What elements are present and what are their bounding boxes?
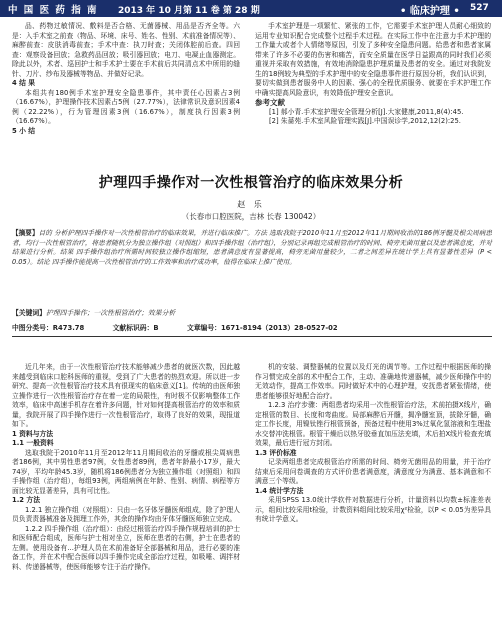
clc-number: 中图分类号：R473.78 xyxy=(12,324,85,332)
journal-name: 中 国 医 药 指 南 xyxy=(8,5,99,16)
keywords-text: 护理四手操作；一次性根管治疗；效果分析 xyxy=(45,309,176,317)
issue-info: 2013 年 10 月第 11 卷 第 28 期 xyxy=(118,5,260,16)
header-divider xyxy=(12,336,492,337)
subsection-heading: 1.3 评价标准 xyxy=(255,448,297,457)
section-heading: 4 结 果 xyxy=(12,79,36,87)
page-number: 527 xyxy=(470,3,489,13)
body-paragraph: 本组共有180例手术室护理安全隐患事件，其中责任心因素占3例（16.67%），护理操作技术因素占5例（27.77%），法律常识及意识因素4例（22.22%），行为管理因素3例（16.67%），制度执行因素3例（16.67%）。 xyxy=(12,88,240,125)
abstract-block xyxy=(12,229,492,267)
body-paragraph: 记录两组患者完成根管治疗所需的时间、椅旁无菌用品的用量，并于治疗结束后采用问卷调查的方式评价患者满意度，满意度分为满意、基本满意和不满意三个等级。 xyxy=(255,458,491,485)
journal-header-bar xyxy=(0,0,502,17)
article-affiliation: （长春市口腔医院，吉林 长春 130042） xyxy=(181,212,321,221)
body-paragraph: 1.2.2 四手操作组（治疗组）：由经过根管治疗四手操作规程培训的护士和医师配合组成，医师与护士相对坐立，医师在患者的右侧，护士在患者的左侧。使用设备有...护理人员在术前准备好全部器械和用品，进行必要的准备工作，并在术中配合医师以四手操作完成全部治疗过程，如吸唾、调拌材料、传递器械等，使医师能够专注于治疗操作。 xyxy=(12,524,240,571)
section-label: • 临床护理 • xyxy=(400,6,460,17)
previous-article-left-column xyxy=(12,22,240,154)
abstract-text: 目的 分析护理四手操作对一次性根管治疗的临床效果，并进行临床推广。方法 选取我院于2010年11月至2012年11月期间收治的186例牙髓及根尖周病患者，均行一次性根管治疗，将患者随机分为独立操作组（对照组）和四手操作组（治疗组），分别记录再组完成根管治疗的时间、椅旁无菌用量以及患者满意度，并对结果进行分析。结果 四手操作组治疗所需时间较独立操作组缩短，患者满意度有显著提高，椅旁无菌用量较少，二者之间差异在统计学上具有显著性差异（P < 0.05）。结论 四手操作能提高一次性根管治疗的工作效率和治疗成功率，值得在临床上推广使用。 xyxy=(12,229,493,266)
article-left-column xyxy=(12,363,240,639)
keywords-label: 【关键词】 xyxy=(12,309,46,317)
article-title: 护理四手操作对一次性根管治疗的临床效果分析 xyxy=(98,175,404,191)
document-code: 文献标识码：B xyxy=(112,324,159,332)
section-heading: 1 资料与方法 xyxy=(12,429,54,438)
section-heading: 5 小 结 xyxy=(12,126,36,135)
references-heading: 参考文献 xyxy=(255,98,285,107)
body-paragraph: 机的安装、调整器械的位置以及灯光的调节等。工作过程中根据医师的操作习惯完成全部的术中配合工作，主动、准确地传递器械，减少医师操作中的无效动作，提高工作效率。同时做好术中的心理护理，安抚患者紧张情绪，使患者能够很好地配合治疗。 xyxy=(255,363,491,400)
reference-item: [1] 郝小青.手术室护理安全管理分析[J].大家健康,2011,8(4):45. xyxy=(269,107,464,116)
article-right-column xyxy=(255,363,491,639)
reference-item: [2] 朱蔷苑.手术室风险管理实践[J].中国误诊学,2012,12(2):25. xyxy=(269,117,461,125)
keywords-block xyxy=(12,308,492,318)
body-paragraph: 选取我院于2010年11月至2012年11月期间收治的牙髓或根尖周病患者186例，其中男性患者97例，女性患者89例，患者年龄最小17岁，最大74岁，平均年龄45.3岁，随机将186例患者分为独立操作组（对照组）和四手操作组（治疗组），每组93例，两组病例在年龄、性别、病情、病程等方面比较无显著差异，具有可比性。 xyxy=(12,448,240,495)
body-paragraph: 1.2.3 治疗步骤：两组患者均采用一次性根管治疗法，术前拍摄X线片，确定根管的数目、长度和弯曲度。局部麻醉后开髓，揭净髓室顶，拔除牙髓，确定工作长度，用镍钛锉行根管预备，预备过程中使用3%过氧化氢溶液和生理盐水交替冲洗根管。根管干燥后以热牙胶垂直加压法充填，术后拍X线片检查充填效果，最后进行冠方封闭。 xyxy=(255,401,491,447)
body-paragraph: 近几年来，由于一次性根管治疗技术能够减少患者的就医次数，因此越来越受到临床口腔科医师的重视，受到了广大患者的热烈欢迎。所以进一步研究、提高一次性根管治疗技术具有很现实的临床意义[1]。传统的由医师独立操作进行一次性根管治疗存在着一定的局限性，有时极不仅影响整体工作效率，临床中高速手机存在着许多问题，针对如何提高根管治疗的效率和质量，我院开展了四手操作进行一次性根管治疗，取得了良好的效果，现报道如下。 xyxy=(12,363,240,428)
subsection-heading: 1.1 一般资料 xyxy=(12,439,54,447)
abstract-label: 【摘要】 xyxy=(12,229,39,237)
article-author: 赵 乐 xyxy=(237,200,265,209)
body-paragraph: 品、药物过敏情况、敷料是否合格、无菌器械、用品是否齐全等。六是：入手术室之前查（物品、环境、床号、姓名、性别、术前准备情况等）、麻醉前查：皮肤消毒前查；手术中查：执刀时查；关闭体腔前后查。四回查：观察设备回放；急救药品回放；吸引器回放；电刀、电凝止血器测定。除此以外，术者、巡回护士和手术护士要在手术前后共同清点术中所用的缝针、刀片、纱布及器械等物品、并做好记录。 xyxy=(12,22,240,78)
article-meta-row xyxy=(12,322,492,332)
article-number: 文章编号：1671-8194（2013）28-0527-02 xyxy=(186,324,338,332)
subsection-heading: 1.4 统计学方法 xyxy=(255,486,304,495)
body-paragraph: 1.2.1 独立操作组（对照组）：只由一名牙体牙髓医师组成，除了护理人员负责责器械准备及拥理工作外，其余的操作均由牙体牙髓医师独立完成。 xyxy=(12,505,240,523)
body-paragraph: 采用SPSS 13.0统计学软件对数据进行分析，计量资料以均数±标准差表示，组间比较采用t检验，计数资料组间比较采用χ²检验，以P < 0.05为差异具有统计学意义。 xyxy=(255,496,491,523)
subsection-heading: 1.2 方法 xyxy=(12,496,41,504)
body-paragraph: 手术室护理是一项繁忙、紧张的工作，它需要手术室护理人员耐心细致的运用专业知识配合完成整个过程手术过程。在实际工作中在注意力手术护理的工作量大或者个人情绪等原因，引发了多种安全隐患问题。给患者和患者家属带来了许多不必要的伤害和痛苦，而安全质量在医学日益跟高的同时我们必须重视并采取有效措施，有效地消除隐患护理质量及患者的安全。通过对我院发生的18例较为典型的手术护理中的安全隐患事件进行原因分析，我们认识到，要切实做到患者服务中人的因素、强心的全程优质服务、就要在手术护理工作中确实提高风险意识，有效降低护理安全意识。 xyxy=(255,22,491,97)
previous-article-right-column xyxy=(255,22,491,154)
